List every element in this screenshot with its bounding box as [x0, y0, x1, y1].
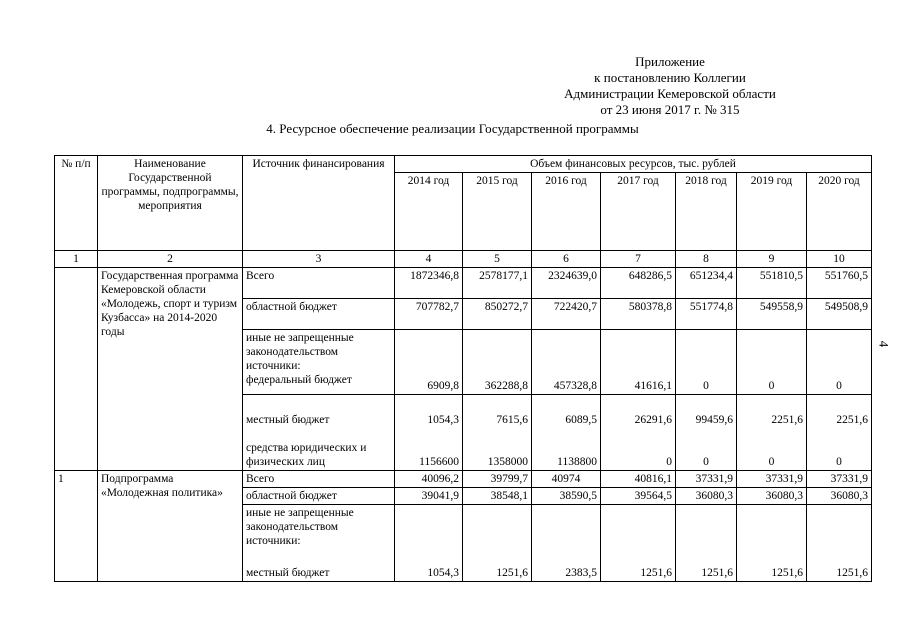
value-cell: 1251,6: [601, 505, 676, 582]
value-cell: 707782,7: [395, 299, 463, 330]
value-cell: 0: [768, 456, 775, 468]
header-row-1: [55, 156, 872, 173]
header-num: № п/п: [55, 156, 98, 251]
value-cell: 2383,5: [532, 505, 601, 582]
value-stack: [395, 395, 463, 471]
value-stack: [463, 395, 532, 471]
header-year: 2018 год: [676, 173, 737, 251]
value-cell: 2251,6: [836, 414, 868, 426]
column-number: 5: [463, 251, 532, 268]
value-stack: [737, 395, 807, 471]
value-cell: 648286,5: [601, 268, 676, 299]
source-label: областной бюджет: [243, 299, 395, 330]
column-number: 7: [601, 251, 676, 268]
value-cell: 36080,3: [676, 488, 737, 505]
value-cell: 1872346,8: [395, 268, 463, 299]
column-number-row: [55, 251, 872, 268]
value-cell: 651234,4: [676, 268, 737, 299]
source-label: федеральный бюджет: [246, 374, 352, 386]
value-cell: 2324639,0: [532, 268, 601, 299]
value-cell: 37331,9: [807, 471, 872, 488]
header-year: 2016 год: [532, 173, 601, 251]
header-source: Источник финансирования: [243, 156, 395, 251]
value-cell: 40974: [532, 471, 601, 488]
source-label: Всего: [243, 471, 395, 488]
column-number: 4: [395, 251, 463, 268]
column-number: 10: [807, 251, 872, 268]
header-volume: Объем финансовых ресурсов, тыс. рублей: [395, 156, 872, 173]
header-name: Наименование Государственной программы, подпрограммы, мероприятия: [98, 156, 243, 251]
section-title: 4. Ресурсное обеспечение реализации Государственной программы: [266, 121, 639, 136]
value-cell: 40816,1: [601, 471, 676, 488]
value-cell: 1054,3: [427, 414, 459, 426]
value-cell: 0: [676, 330, 737, 395]
column-number: 1: [55, 251, 98, 268]
appendix-header: [520, 54, 820, 118]
column-number: 9: [737, 251, 807, 268]
value-cell: 1054,3: [395, 505, 463, 582]
value-cell: 39799,7: [463, 471, 532, 488]
value-cell: 6909,8: [395, 330, 463, 395]
value-cell: 40096,2: [395, 471, 463, 488]
value-cell: 39564,5: [601, 488, 676, 505]
source-label: иные не запрещенные законодательством источники:: [246, 332, 354, 372]
value-cell: 36080,3: [807, 488, 872, 505]
header-year: 2015 год: [463, 173, 532, 251]
value-cell: 1251,6: [737, 505, 807, 582]
value-cell: 39041,9: [395, 488, 463, 505]
table-row: [55, 471, 872, 488]
value-cell: 722420,7: [532, 299, 601, 330]
value-cell: 457328,8: [532, 330, 601, 395]
value-cell: 0: [703, 456, 709, 468]
value-cell: 551774,8: [676, 299, 737, 330]
value-cell: 38590,5: [532, 488, 601, 505]
column-number: 3: [243, 251, 395, 268]
column-number: 2: [98, 251, 243, 268]
value-cell: 850272,7: [463, 299, 532, 330]
value-cell: 26291,6: [634, 414, 672, 426]
value-cell: 1251,6: [807, 505, 872, 582]
value-cell: 0: [666, 456, 672, 468]
source-label: местный бюджет: [246, 414, 330, 426]
appendix-line-3: Администрации Кемеровской области: [564, 86, 776, 101]
value-stack: [601, 395, 676, 471]
value-cell: 6089,5: [565, 414, 597, 426]
source-label: Всего: [243, 268, 395, 299]
value-stack: [807, 395, 872, 471]
value-cell: 37331,9: [676, 471, 737, 488]
value-cell: 37331,9: [737, 471, 807, 488]
value-cell: 99459,6: [695, 414, 733, 426]
source-label: местный бюджет: [246, 567, 330, 579]
header-year: 2014 год: [395, 173, 463, 251]
column-number: 8: [676, 251, 737, 268]
header-year: 2017 год: [601, 173, 676, 251]
value-cell: 1358000: [487, 456, 528, 468]
program-num: [55, 268, 98, 471]
value-cell: 551810,5: [737, 268, 807, 299]
source-cell: [243, 505, 395, 582]
header-year: 2019 год: [737, 173, 807, 251]
header-year: 2020 год: [807, 173, 872, 251]
source-label: средства юридических и физических лиц: [246, 442, 367, 468]
value-cell: 549558,9: [737, 299, 807, 330]
value-cell: 1251,6: [676, 505, 737, 582]
appendix-line-4: от 23 июня 2017 г. № 315: [600, 102, 740, 117]
value-cell: 41616,1: [601, 330, 676, 395]
source-cell: [243, 330, 395, 395]
value-cell: 2578177,1: [463, 268, 532, 299]
value-cell: 0: [807, 330, 872, 395]
value-cell: 2251,6: [771, 414, 803, 426]
page-number: 4: [876, 340, 892, 348]
value-cell: 551760,5: [807, 268, 872, 299]
source-label: иные не запрещенные законодательством источники:: [246, 507, 354, 547]
value-cell: 1251,6: [463, 505, 532, 582]
value-cell: 7615,6: [496, 414, 528, 426]
value-cell: 0: [836, 456, 842, 468]
value-cell: 549508,9: [807, 299, 872, 330]
table-row: [55, 268, 872, 299]
source-cell: [243, 395, 395, 471]
column-number: 6: [532, 251, 601, 268]
subprogram-name: Подпрограмма «Молодежная политика»: [98, 471, 243, 582]
source-label: областной бюджет: [243, 488, 395, 505]
value-stack: [676, 395, 737, 471]
value-cell: 36080,3: [737, 488, 807, 505]
value-cell: 1138800: [557, 456, 597, 468]
value-cell: 362288,8: [463, 330, 532, 395]
value-cell: 0: [737, 330, 807, 395]
value-stack: [532, 395, 601, 471]
program-name: Государственная программа Кемеровской области «Молодежь, спорт и туризм Кузбасса» на 2014-2020 годы: [98, 268, 243, 471]
value-cell: 580378,8: [601, 299, 676, 330]
subprogram-num: 1: [55, 471, 98, 582]
appendix-line-1: Приложение: [635, 54, 705, 69]
value-cell: 1156600: [419, 456, 459, 468]
appendix-line-2: к постановлению Коллегии: [594, 70, 746, 85]
value-cell: 38548,1: [463, 488, 532, 505]
resource-table: [54, 155, 872, 582]
